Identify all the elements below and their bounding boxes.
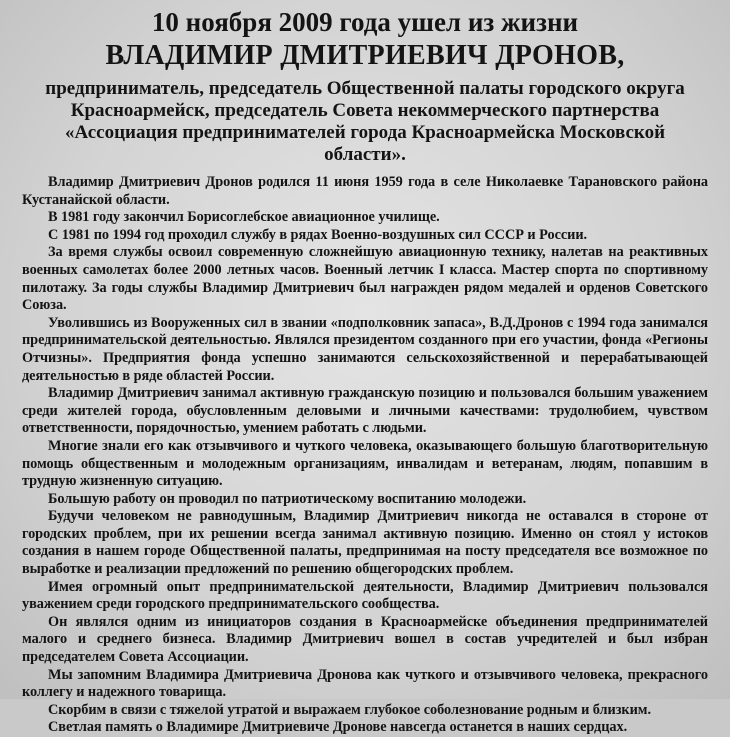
paragraph: Светлая память о Владимире Дмитриевиче Дронове навсегда останется в наших сердцах. xyxy=(48,719,628,736)
paragraph: Многие знали его как отзывчивого и чуткого человека, оказывающего большую благотворительную помощь общественным и молодежным организациям, инвалидам и ветеранам, людям, попавшим в трудную жизненную ситуацию. xyxy=(22,437,708,490)
paragraph: Владимир Дмитриевич Дронов родился 11 июня 1959 года в селе Николаевке Тарановского района Кустанайской области. xyxy=(22,174,708,208)
deceased-name: ВЛАДИМИР ДМИТРИЕВИЧ ДРОНОВ, xyxy=(105,40,625,71)
paragraph: Большую работу он проводил по патриотическому воспитанию молодежи. xyxy=(48,490,527,507)
paragraph: Владимир Дмитриевич занимал активную гражданскую позицию и пользовался большим уважением среди жителей города, обусловленным деловыми и личными качествами: трудолюбием, чувством ответственности, порядочностью, умением работать с людьми. xyxy=(22,385,708,437)
obituary-body xyxy=(22,174,708,737)
paragraph: Имея огромный опыт предпринимательской деятельности, Владимир Дмитриевич пользовался уважением среди городского предпринимательского сообщества. xyxy=(22,578,708,613)
paragraph: Скорбим в связи с тяжелой утратой и выражаем глубокое соболезнование родным и близким. xyxy=(48,701,651,718)
paragraph: В 1981 году закончил Борисоглебское авиационное училище. xyxy=(48,209,440,226)
paragraph: Уволившись из Вооруженных сил в звании «подполковник запаса», В.Д.Дронов с 1994 года занимался предпринимательской деятельностью. Являлся президентом созданного при его участии, фонда «Регионы Отчизны». Предприятия фонда успешно занимаются сельскохозяйственной и перерабатывающей деятельностью в ряде областей России. xyxy=(22,314,708,384)
subtitle: предприниматель, председатель Общественной палаты городского округа Красноармейск, председатель Совета некоммерческого партнерства «Ассоциация предпринимателей города Красноармейска Московской области». xyxy=(45,78,685,165)
paragraph: С 1981 по 1994 год проходил службу в рядах Военно-воздушных сил СССР и России. xyxy=(48,226,588,243)
paragraph: За время службы освоил современную сложнейшую авиационную технику, налетав на реактивных военных самолетах более 2000 летных часов. Военный летчик I класса. Мастер спорта по спортивному пилотажу. За годы службы Владимир Дмитриевич был награжден рядом медалей и орденов Советского Союза. xyxy=(22,244,708,314)
paragraph: Он являлся одним из инициаторов создания в Красноармейске объединения предпринимателей малого и среднего бизнеса. Владимир Дмитриевич вошел в состав учредителей и был избран председателем Совета Ассоциации. xyxy=(22,613,708,666)
paragraph: Мы запомним Владимира Дмитриевича Дронова как чуткого и отзывчивого человека, прекрасного коллегу и надежного товарища. xyxy=(22,666,708,701)
headline: 10 ноября 2009 года ушел из жизни xyxy=(151,7,579,37)
paragraph: Будучи человеком не равнодушным, Владимир Дмитриевич никогда не оставался в стороне от городских проблем, при их решении всегда занимал активную позицию. Именно он стоял у истоков создания в нашем городе Общественной палаты, предпринимая на посту председателя все возможное по выработке и реализации предложений по решению общегородских проблем. xyxy=(22,508,708,578)
